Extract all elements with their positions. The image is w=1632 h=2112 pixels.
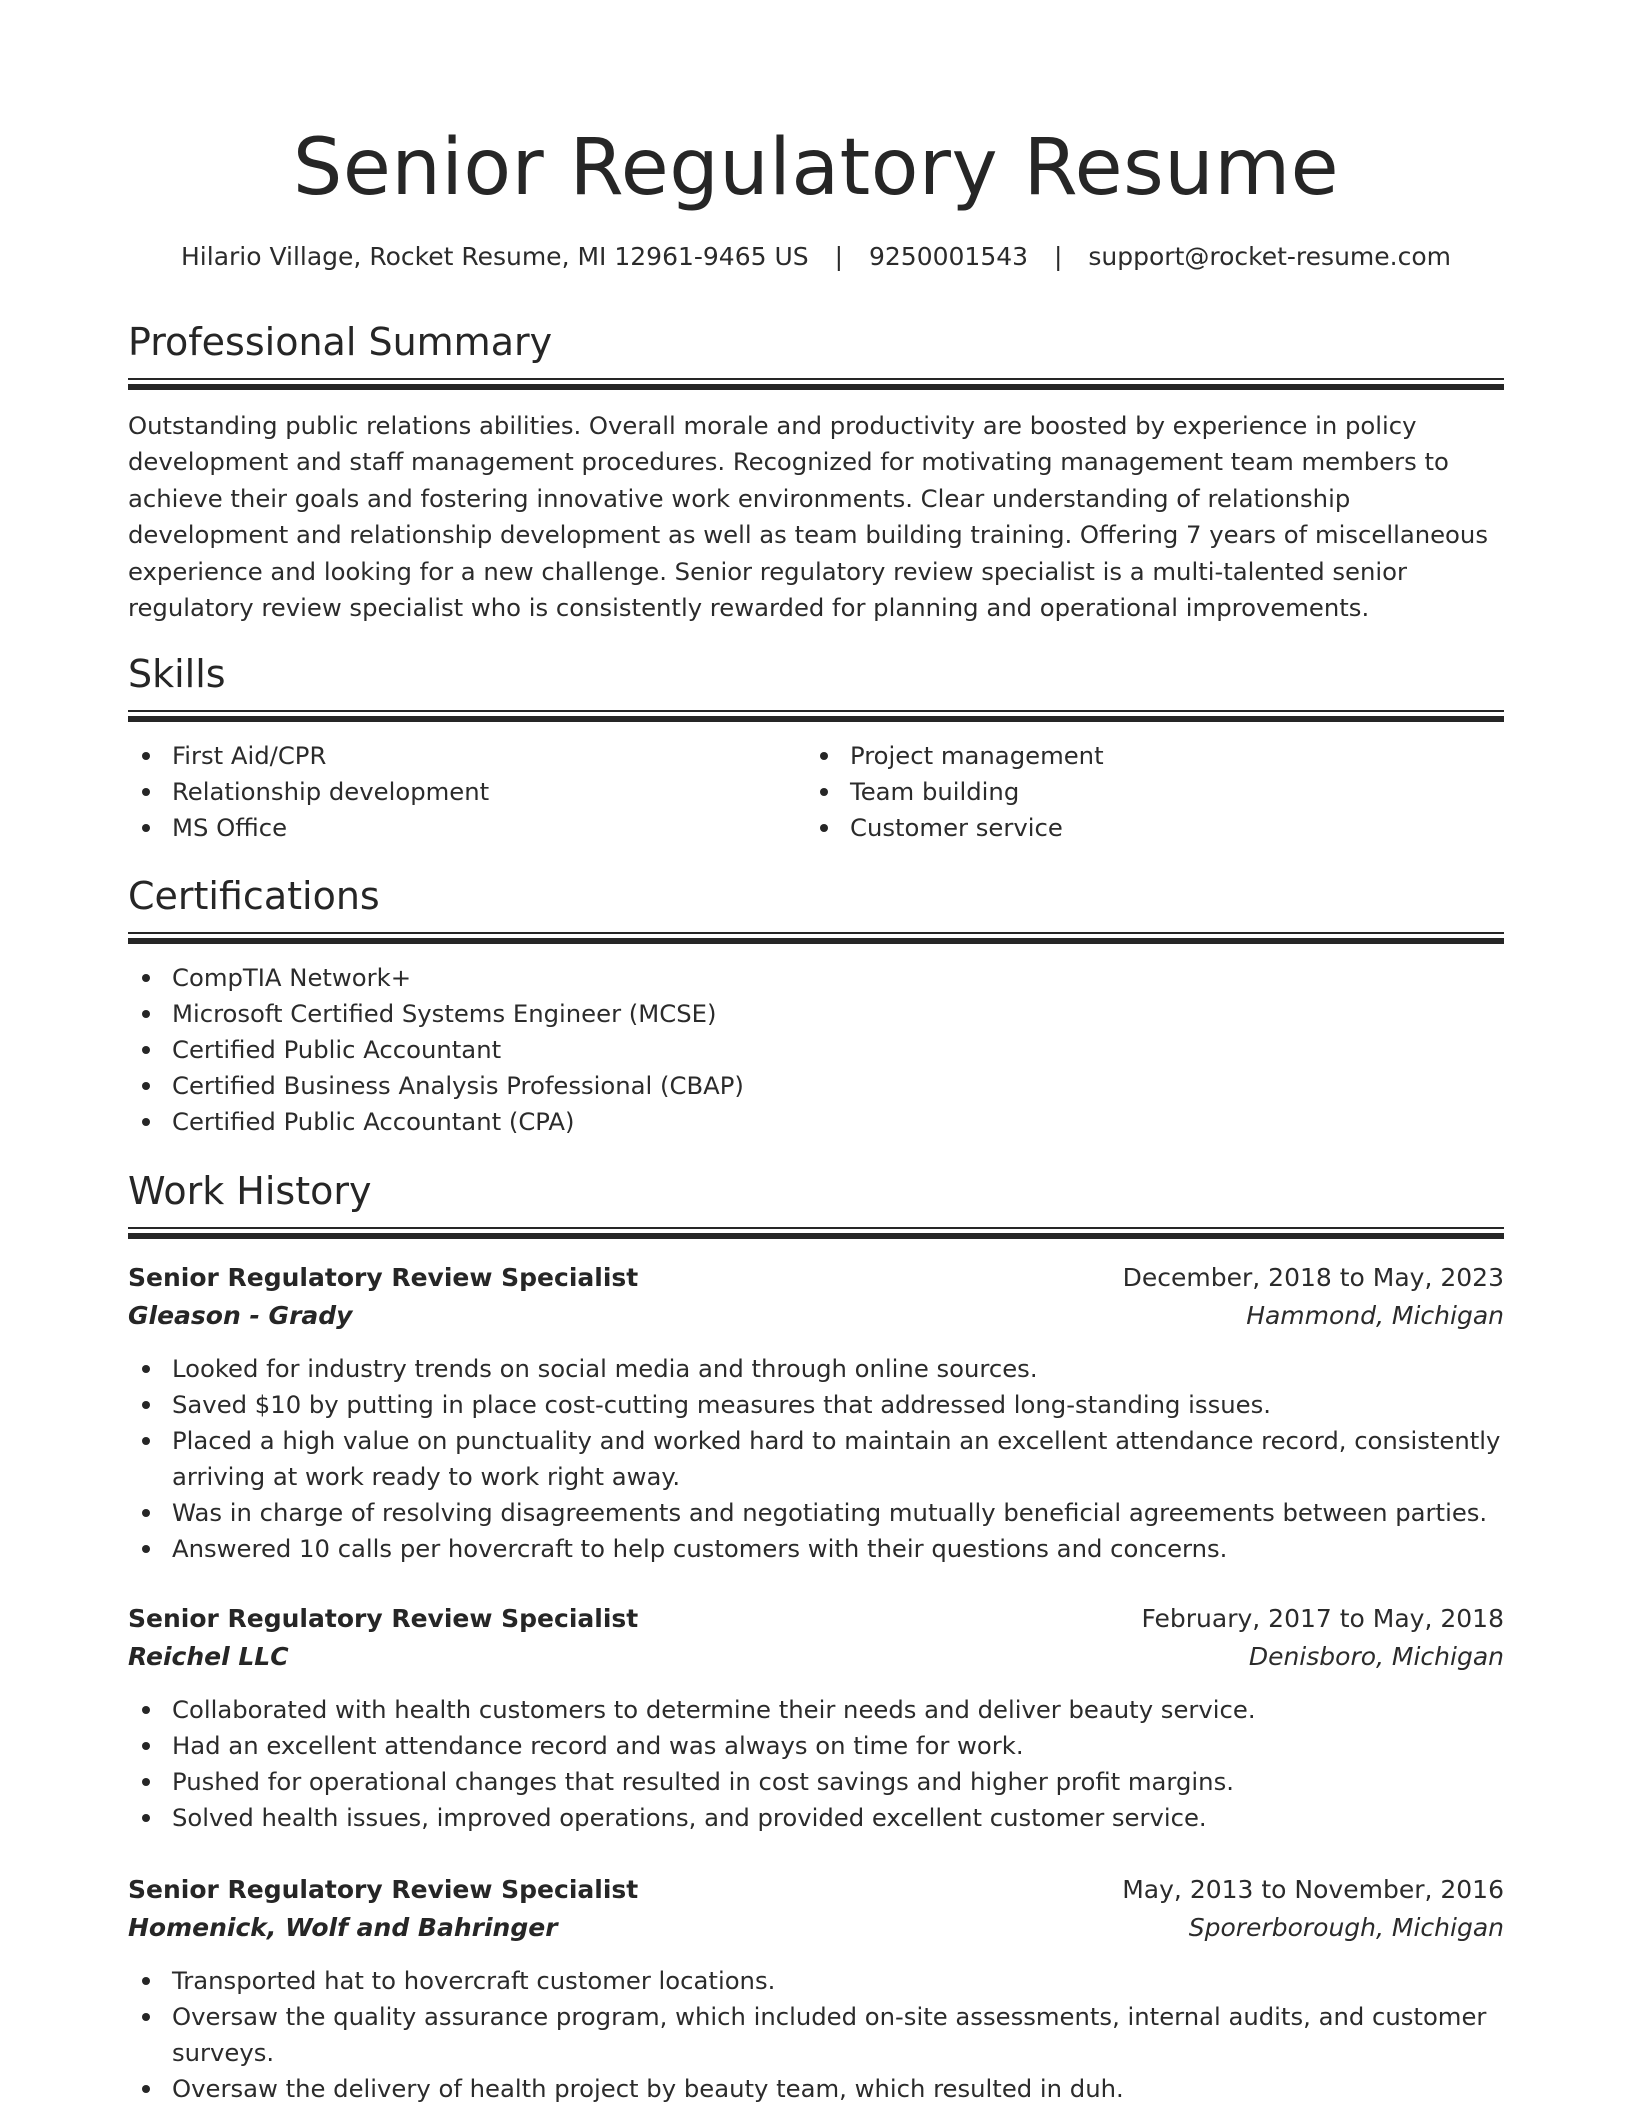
contact-phone: 9250001543 — [868, 242, 1029, 271]
job-company: Reichel LLC — [128, 1642, 289, 1671]
certification-item: CompTIA Network+ — [128, 960, 1504, 996]
job-header — [128, 1600, 1504, 1638]
job-bullet: Answered 10 calls per hovercraft to help customers with their questions and concerns. — [128, 1531, 1504, 1567]
skills-list-left — [128, 738, 806, 846]
section-divider — [128, 932, 1504, 934]
certification-item: Microsoft Certified Systems Engineer (MCSE) — [128, 996, 1504, 1032]
job-bullet: Oversaw the quality assurance program, which included on-site assessments, internal audits, and customer surveys. — [128, 1999, 1504, 2071]
skill-item: MS Office — [128, 810, 806, 846]
certifications-list — [128, 960, 1504, 1140]
job-dates: May, 2013 to November, 2016 — [1122, 1875, 1504, 1904]
section-divider — [128, 1227, 1504, 1229]
job-bullets — [128, 1963, 1504, 2107]
job-bullets — [128, 1351, 1504, 1567]
work-history-section — [128, 1167, 1504, 1239]
contact-address: Hilario Village, Rocket Resume, MI 12961-9465 US — [181, 242, 809, 271]
job-bullet: Saved $10 by putting in place cost-cutting measures that addressed long-standing issues. — [128, 1387, 1504, 1423]
job-entry — [128, 1600, 1504, 1836]
skills-heading: Skills — [128, 652, 226, 696]
resume-title: Senior Regulatory Resume — [292, 123, 1340, 213]
section-divider — [128, 378, 1504, 380]
job-subheader — [128, 1909, 1504, 1947]
certifications-section — [128, 872, 1504, 1140]
job-header — [128, 1871, 1504, 1909]
contact-line — [128, 240, 1504, 274]
skill-item: Customer service — [806, 810, 1484, 846]
contact-separator: | — [834, 242, 844, 271]
job-title: Senior Regulatory Review Specialist — [128, 1263, 639, 1292]
section-divider — [128, 710, 1504, 712]
job-title: Senior Regulatory Review Specialist — [128, 1604, 639, 1633]
job-subheader — [128, 1297, 1504, 1335]
job-bullet: Looked for industry trends on social media and through online sources. — [128, 1351, 1504, 1387]
job-bullet: Had an excellent attendance record and was always on time for work. — [128, 1728, 1504, 1764]
job-company: Gleason - Grady — [128, 1301, 353, 1330]
skills-list-right — [806, 738, 1484, 846]
job-bullets — [128, 1692, 1504, 1836]
summary-heading: Professional Summary — [128, 320, 553, 364]
certifications-heading: Certifications — [128, 874, 380, 918]
contact-email: support@rocket-resume.com — [1088, 242, 1451, 271]
job-entry — [128, 1259, 1504, 1567]
job-bullet: Placed a high value on punctuality and worked hard to maintain an excellent attendance record, consistently arriving at work ready to work right away. — [128, 1423, 1504, 1495]
section-divider-thick — [128, 716, 1504, 722]
job-dates: February, 2017 to May, 2018 — [1141, 1604, 1504, 1633]
skill-item: First Aid/CPR — [128, 738, 806, 774]
job-location: Denisboro, Michigan — [1248, 1642, 1504, 1671]
job-dates: December, 2018 to May, 2023 — [1122, 1263, 1504, 1292]
job-header — [128, 1259, 1504, 1297]
section-divider-thick — [128, 384, 1504, 390]
section-divider-thick — [128, 1233, 1504, 1239]
job-bullet: Pushed for operational changes that resulted in cost savings and higher profit margins. — [128, 1764, 1504, 1800]
job-location: Sporerborough, Michigan — [1188, 1913, 1504, 1942]
skill-item: Project management — [806, 738, 1484, 774]
job-bullet: Collaborated with health customers to determine their needs and deliver beauty service. — [128, 1692, 1504, 1728]
skills-section — [128, 650, 1504, 846]
certification-item: Certified Public Accountant — [128, 1032, 1504, 1068]
skill-item: Team building — [806, 774, 1484, 810]
skills-grid — [128, 738, 1504, 846]
certification-item: Certified Public Accountant (CPA) — [128, 1104, 1504, 1140]
summary-section — [128, 318, 1504, 626]
job-subheader — [128, 1638, 1504, 1676]
summary-text: Outstanding public relations abilities. Overall morale and productivity are boosted by experience in policy development and staff management procedures. Recognized for motivating management team members to achieve their goals and fostering innovative work environments. Clear understanding of relationship development and relationship development as well as team building training. Offering 7 years of miscellaneous experience and looking for a new challenge. Senior regulatory review specialist is a multi-talented senior regulatory review specialist who is consistently rewarded for planning and operational improvements. — [128, 411, 1488, 623]
job-location: Hammond, Michigan — [1246, 1301, 1504, 1330]
certification-item: Certified Business Analysis Professional (CBAP) — [128, 1068, 1504, 1104]
skill-item: Relationship development — [128, 774, 806, 810]
job-bullet: Was in charge of resolving disagreements and negotiating mutually beneficial agreements between parties. — [128, 1495, 1504, 1531]
job-company: Homenick, Wolf and Bahringer — [128, 1913, 558, 1942]
job-bullet: Solved health issues, improved operations, and provided excellent customer service. — [128, 1800, 1504, 1836]
job-entry — [128, 1871, 1504, 2107]
contact-separator: | — [1054, 242, 1063, 271]
section-divider-thick — [128, 938, 1504, 944]
job-bullet: Oversaw the delivery of health project by beauty team, which resulted in duh. — [128, 2071, 1504, 2107]
job-title: Senior Regulatory Review Specialist — [128, 1875, 639, 1904]
job-bullet: Transported hat to hovercraft customer locations. — [128, 1963, 1504, 1999]
work-history-heading: Work History — [128, 1169, 372, 1213]
